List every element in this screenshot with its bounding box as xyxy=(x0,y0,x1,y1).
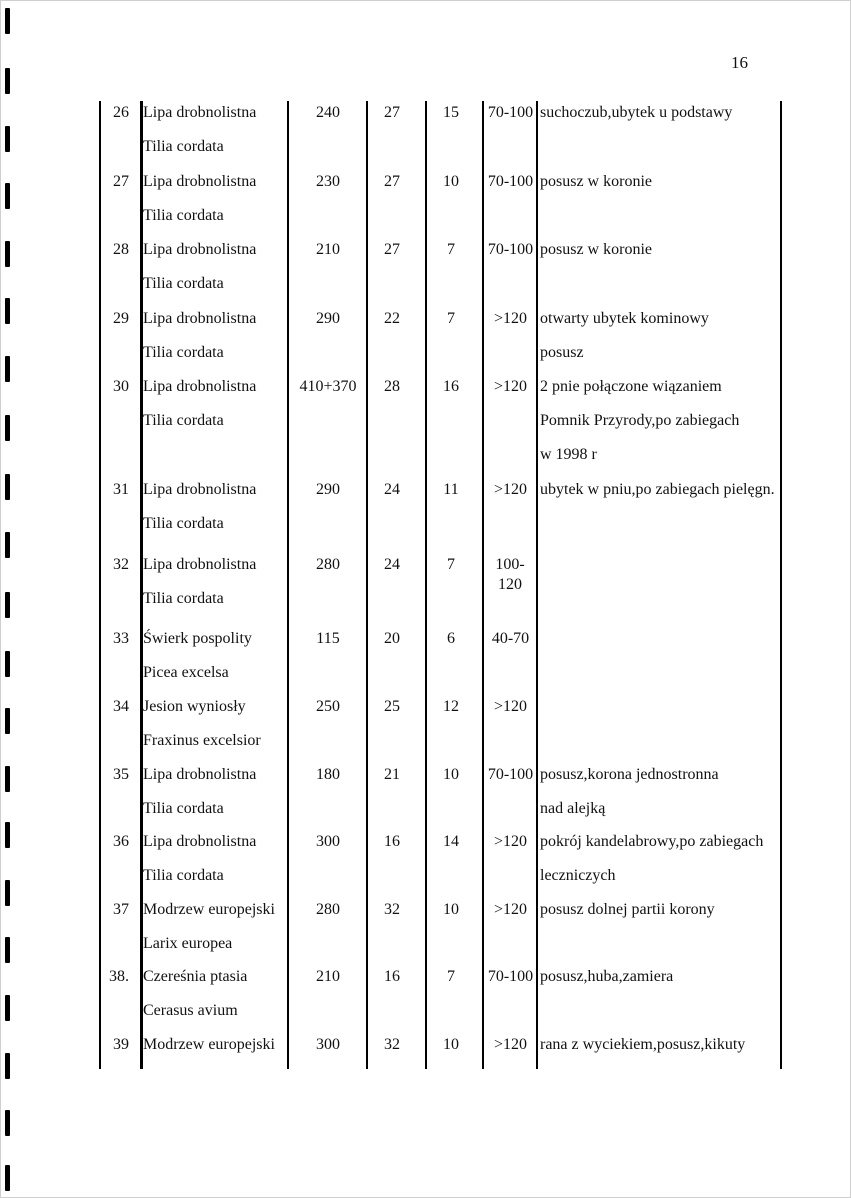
trunk-circumference: 180 xyxy=(316,766,340,783)
tree-age: >120 xyxy=(493,310,528,327)
species-polish-name: Lipa drobnolistna xyxy=(143,173,257,190)
crown-diameter: 7 xyxy=(447,556,455,573)
species-polish-name: Lipa drobnolistna xyxy=(143,104,257,121)
tree-note: rana z wyciekiem,posusz,kikuty xyxy=(540,1036,746,1053)
tree-height: 27 xyxy=(384,241,400,258)
crown-diameter: 16 xyxy=(443,378,459,395)
species-polish-name: Lipa drobnolistna xyxy=(143,833,257,850)
species-polish-name: Lipa drobnolistna xyxy=(143,310,257,327)
trunk-circumference: 115 xyxy=(316,630,340,647)
species-latin-name: Tilia cordata xyxy=(143,867,224,884)
tree-age: 70-100 xyxy=(487,104,534,121)
species-polish-name: Lipa drobnolistna xyxy=(143,766,257,783)
tree-height: 32 xyxy=(384,901,400,918)
tree-note: suchoczub,ubytek u podstawy xyxy=(540,104,733,121)
tree-age: >120 xyxy=(493,378,528,395)
tree-note: posusz,korona jednostronna xyxy=(540,766,719,783)
tree-age: 70-100 xyxy=(487,173,534,190)
crown-diameter: 7 xyxy=(447,241,455,258)
crown-diameter: 15 xyxy=(443,104,459,121)
species-polish-name: Lipa drobnolistna xyxy=(143,378,257,395)
crown-diameter: 14 xyxy=(443,833,459,850)
tree-note: nad alejką xyxy=(540,800,606,817)
species-polish-name: Modrzew europejski xyxy=(143,901,275,918)
tree-age: >120 xyxy=(493,698,528,715)
trunk-circumference: 240 xyxy=(316,104,340,121)
species-polish-name: Świerk pospolity xyxy=(143,630,252,647)
tree-height: 24 xyxy=(384,481,400,498)
tree-note: pokrój kandelabrowy,po zabiegach xyxy=(540,833,764,850)
tree-number: 36 xyxy=(113,833,129,850)
tree-note: posusz w koronie xyxy=(540,173,652,190)
crown-diameter: 10 xyxy=(443,766,459,783)
table-rule-crown xyxy=(425,101,427,1069)
species-latin-name: Tilia cordata xyxy=(143,412,224,429)
species-latin-name: Tilia cordata xyxy=(143,590,224,607)
species-polish-name: Lipa drobnolistna xyxy=(143,556,257,573)
species-latin-name: Cerasus avium xyxy=(143,1002,238,1019)
page-number: 16 xyxy=(731,53,748,72)
tree-height: 22 xyxy=(384,310,400,327)
tree-note: posusz xyxy=(540,344,584,361)
tree-age: >120 xyxy=(493,481,528,498)
trunk-circumference: 290 xyxy=(316,310,340,327)
tree-height: 28 xyxy=(384,378,400,395)
tree-height: 24 xyxy=(384,556,400,573)
crown-diameter: 6 xyxy=(447,630,455,647)
tree-age: 40-70 xyxy=(491,630,530,647)
tree-note: posusz w koronie xyxy=(540,241,652,258)
species-latin-name: Larix europea xyxy=(143,935,233,952)
trunk-circumference: 300 xyxy=(316,833,340,850)
tree-note: Pomnik Przyrody,po zabiegach xyxy=(540,412,740,429)
tree-height: 21 xyxy=(384,766,400,783)
tree-height: 25 xyxy=(384,698,400,715)
tree-note: posusz,huba,zamiera xyxy=(540,968,674,985)
tree-note: w 1998 r xyxy=(540,446,597,463)
trunk-circumference: 210 xyxy=(316,968,340,985)
species-latin-name: Tilia cordata xyxy=(143,515,224,532)
tree-number: 35 xyxy=(113,766,129,783)
trunk-circumference: 230 xyxy=(316,173,340,190)
species-polish-name: Modrzew europejski xyxy=(143,1036,275,1053)
tree-number: 27 xyxy=(113,173,129,190)
tree-note: leczniczych xyxy=(540,867,616,884)
tree-height: 27 xyxy=(384,173,400,190)
tree-number: 39 xyxy=(113,1036,129,1053)
species-latin-name: Tilia cordata xyxy=(143,207,224,224)
tree-age: 70-100 xyxy=(487,241,534,258)
binding-holes xyxy=(5,0,17,1198)
species-polish-name: Jesion wyniosły xyxy=(143,698,246,715)
tree-number: 29 xyxy=(113,310,129,327)
tree-number: 37 xyxy=(113,901,129,918)
crown-diameter: 7 xyxy=(447,310,455,327)
tree-height: 16 xyxy=(384,968,400,985)
species-latin-name: Picea excelsa xyxy=(143,664,229,681)
crown-diameter: 10 xyxy=(443,901,459,918)
trunk-circumference: 410+370 xyxy=(299,378,357,395)
crown-diameter: 10 xyxy=(443,173,459,190)
species-latin-name: Tilia cordata xyxy=(143,800,224,817)
tree-number: 38. xyxy=(109,968,129,985)
species-latin-name: Tilia cordata xyxy=(143,138,224,155)
trunk-circumference: 250 xyxy=(316,698,340,715)
trunk-circumference: 210 xyxy=(316,241,340,258)
tree-height: 20 xyxy=(384,630,400,647)
tree-number: 26 xyxy=(113,104,129,121)
species-latin-name: Tilia cordata xyxy=(143,344,224,361)
crown-diameter: 12 xyxy=(443,698,459,715)
crown-diameter: 7 xyxy=(447,968,455,985)
tree-note: otwarty ubytek kominowy xyxy=(540,310,709,327)
tree-number: 31 xyxy=(113,481,129,498)
trunk-circumference: 280 xyxy=(316,556,340,573)
tree-number: 34 xyxy=(113,698,129,715)
table-rule-right xyxy=(780,101,782,1069)
tree-age: >120 xyxy=(493,833,528,850)
crown-diameter: 11 xyxy=(443,481,459,498)
trunk-circumference: 300 xyxy=(316,1036,340,1053)
trunk-circumference: 290 xyxy=(316,481,340,498)
tree-age: >120 xyxy=(493,1036,528,1053)
tree-number: 30 xyxy=(113,378,129,395)
tree-age: 100-120 xyxy=(495,556,525,593)
tree-note: ubytek w pniu,po zabiegach pielęgn. xyxy=(540,481,775,498)
species-latin-name: Tilia cordata xyxy=(143,275,224,292)
tree-number: 33 xyxy=(113,630,129,647)
tree-note: posusz dolnej partii korony xyxy=(540,901,715,918)
tree-age: 70-100 xyxy=(487,766,534,783)
tree-height: 27 xyxy=(384,104,400,121)
tree-height: 16 xyxy=(384,833,400,850)
tree-age: 70-100 xyxy=(487,968,534,985)
trunk-circumference: 280 xyxy=(316,901,340,918)
tree-height: 32 xyxy=(384,1036,400,1053)
tree-number: 28 xyxy=(113,241,129,258)
species-latin-name: Fraxinus excelsior xyxy=(143,732,261,749)
tree-number: 32 xyxy=(113,556,129,573)
species-polish-name: Lipa drobnolistna xyxy=(143,481,257,498)
species-polish-name: Lipa drobnolistna xyxy=(143,241,257,258)
species-polish-name: Czereśnia ptasia xyxy=(143,968,248,985)
crown-diameter: 10 xyxy=(443,1036,459,1053)
tree-note: 2 pnie połączone wiązaniem xyxy=(540,378,722,395)
tree-age: >120 xyxy=(493,901,528,918)
